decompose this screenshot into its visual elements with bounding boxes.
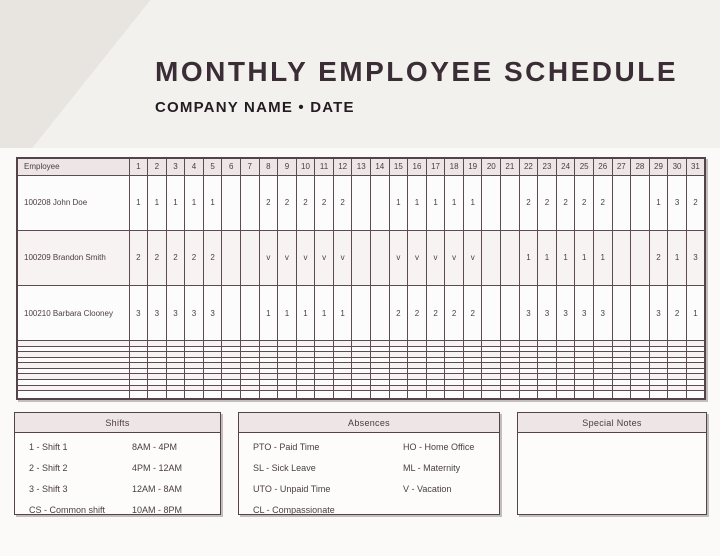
schedule-cell[interactable]: 1 — [445, 175, 464, 230]
schedule-cell[interactable] — [538, 391, 557, 399]
day-header: 2 — [148, 158, 167, 175]
schedule-cell[interactable]: 2 — [538, 175, 557, 230]
schedule-cell[interactable] — [408, 391, 427, 399]
schedule-cell[interactable]: 1 — [166, 175, 185, 230]
shift-legend-row — [15, 499, 220, 520]
schedule-cell[interactable]: 2 — [278, 175, 297, 230]
schedule-cell[interactable] — [148, 391, 167, 399]
title-block — [155, 56, 678, 116]
schedule-cell[interactable] — [445, 391, 464, 399]
table-row — [17, 230, 705, 285]
schedule-cell[interactable] — [612, 391, 631, 399]
schedule-cell[interactable]: v — [463, 230, 482, 285]
schedule-cell[interactable] — [240, 175, 259, 230]
day-header: 16 — [408, 158, 427, 175]
schedule-cell[interactable]: 2 — [426, 286, 445, 341]
shifts-title: Shifts — [15, 413, 220, 433]
header-band — [0, 0, 720, 148]
schedule-cell[interactable]: 3 — [148, 286, 167, 341]
day-header: 9 — [278, 158, 297, 175]
schedule-cell[interactable] — [556, 391, 575, 399]
day-header: 11 — [315, 158, 334, 175]
schedule-cell[interactable]: 1 — [278, 286, 297, 341]
day-header: 7 — [240, 158, 259, 175]
schedule-cell[interactable] — [222, 175, 241, 230]
day-header: 27 — [612, 158, 631, 175]
schedule-cell[interactable]: 2 — [463, 286, 482, 341]
schedule-cell[interactable]: 2 — [389, 286, 408, 341]
table-row — [17, 391, 705, 399]
absence-code-label: V - Vacation — [403, 483, 452, 494]
special-notes-area[interactable] — [518, 433, 706, 514]
schedule-cell[interactable]: 2 — [668, 286, 687, 341]
schedule-cell[interactable]: 3 — [129, 286, 148, 341]
schedule-cell[interactable] — [352, 286, 371, 341]
schedule-cell[interactable]: 1 — [259, 286, 278, 341]
day-header: 3 — [166, 158, 185, 175]
schedule-cell[interactable] — [352, 175, 371, 230]
schedule-cell[interactable] — [501, 286, 520, 341]
schedule-cell[interactable] — [482, 175, 501, 230]
company-name-date: COMPANY NAME • DATE — [155, 99, 355, 116]
schedule-cell[interactable]: 1 — [185, 175, 204, 230]
schedule-cell[interactable]: 3 — [185, 286, 204, 341]
schedule-cell[interactable] — [612, 286, 631, 341]
absences-title: Absences — [239, 413, 499, 433]
shift-legend-row — [15, 436, 220, 457]
schedule-cell[interactable] — [296, 391, 315, 399]
day-header: 4 — [185, 158, 204, 175]
absence-code-label: SL - Sick Leave — [253, 462, 316, 473]
schedule-cell[interactable]: v — [445, 230, 464, 285]
schedule-cell[interactable]: 2 — [185, 230, 204, 285]
schedule-cell[interactable]: 3 — [166, 286, 185, 341]
day-header: 25 — [575, 158, 594, 175]
absence-legend-row — [239, 499, 499, 520]
schedule-cell[interactable]: 1 — [538, 230, 557, 285]
schedule-cell[interactable] — [649, 391, 668, 399]
shifts-legend-box — [14, 412, 221, 515]
schedule-cell[interactable]: 3 — [649, 286, 668, 341]
schedule-cell[interactable]: 2 — [129, 230, 148, 285]
day-header: 22 — [519, 158, 538, 175]
schedule-cell[interactable] — [426, 391, 445, 399]
absence-code-label: ML - Maternity — [403, 462, 461, 473]
shift-legend-row — [15, 478, 220, 499]
employee-header: Employee — [17, 158, 129, 175]
day-header: 5 — [203, 158, 222, 175]
schedule-cell[interactable]: 2 — [686, 175, 705, 230]
schedule-cell[interactable]: 3 — [519, 286, 538, 341]
schedule-cell[interactable]: 2 — [333, 175, 352, 230]
schedule-cell[interactable] — [686, 391, 705, 399]
shift-time-label: 10AM - 8PM — [132, 504, 183, 515]
schedule-cell[interactable] — [240, 230, 259, 285]
schedule-cell[interactable] — [240, 391, 259, 399]
schedule-cell[interactable] — [222, 391, 241, 399]
schedule-cell[interactable] — [612, 175, 631, 230]
day-header: 18 — [445, 158, 464, 175]
schedule-cell[interactable] — [463, 391, 482, 399]
schedule-cell[interactable] — [631, 175, 650, 230]
schedule-cell[interactable] — [352, 230, 371, 285]
schedule-cell[interactable]: 2 — [556, 175, 575, 230]
schedule-cell[interactable]: 1 — [389, 175, 408, 230]
schedule-cell[interactable] — [352, 391, 371, 399]
employee-name-cell[interactable]: 100208 John Doe — [17, 175, 129, 230]
schedule-cell[interactable]: 1 — [203, 175, 222, 230]
day-header: 20 — [482, 158, 501, 175]
schedule-cell[interactable]: 2 — [259, 175, 278, 230]
schedule-cell[interactable]: 3 — [556, 286, 575, 341]
schedule-cell[interactable] — [315, 391, 334, 399]
schedule-cell[interactable] — [501, 391, 520, 399]
schedule-cell[interactable]: v — [296, 230, 315, 285]
schedule-cell[interactable] — [371, 286, 390, 341]
schedule-cell[interactable]: 1 — [575, 230, 594, 285]
schedule-cell[interactable]: 3 — [538, 286, 557, 341]
schedule-cell[interactable] — [371, 391, 390, 399]
shift-code-label: CS - Common shift — [29, 504, 106, 515]
schedule-cell[interactable] — [240, 286, 259, 341]
table-row — [17, 286, 705, 341]
day-header: 1 — [129, 158, 148, 175]
schedule-cell[interactable] — [482, 391, 501, 399]
schedule-cell[interactable]: 2 — [593, 175, 612, 230]
schedule-cell[interactable] — [501, 230, 520, 285]
schedule-cell[interactable]: 1 — [649, 175, 668, 230]
day-header: 10 — [296, 158, 315, 175]
shift-legend-row — [15, 457, 220, 478]
schedule-cell[interactable] — [389, 391, 408, 399]
schedule-cell[interactable]: v — [389, 230, 408, 285]
schedule-cell[interactable] — [519, 391, 538, 399]
page-title: MONTHLY EMPLOYEE SCHEDULE — [155, 56, 679, 87]
schedule-cell[interactable] — [333, 391, 352, 399]
schedule-cell[interactable]: 2 — [445, 286, 464, 341]
absence-code-label: PTO - Paid Time — [253, 441, 320, 452]
schedule-cell[interactable]: v — [278, 230, 297, 285]
employee-name-cell[interactable]: 100210 Barbara Clooney — [17, 286, 129, 341]
schedule-cell[interactable]: 2 — [315, 175, 334, 230]
schedule-cell[interactable] — [185, 391, 204, 399]
schedule-cell[interactable]: 2 — [519, 175, 538, 230]
schedule-cell[interactable] — [166, 391, 185, 399]
schedule-cell[interactable]: 1 — [129, 175, 148, 230]
schedule-cell[interactable] — [575, 391, 594, 399]
day-header: 23 — [538, 158, 557, 175]
schedule-cell[interactable]: 1 — [408, 175, 427, 230]
schedule-cell[interactable]: v — [408, 230, 427, 285]
schedule-cell[interactable]: 1 — [556, 230, 575, 285]
schedule-cell[interactable]: v — [259, 230, 278, 285]
schedule-cell[interactable]: v — [333, 230, 352, 285]
schedule-cell[interactable]: 3 — [668, 175, 687, 230]
absence-legend-row — [239, 457, 499, 478]
schedule-cell[interactable] — [278, 391, 297, 399]
employee-name-cell[interactable]: 100209 Brandon Smith — [17, 230, 129, 285]
absence-code-label: HO - Home Office — [403, 441, 475, 452]
schedule-cell[interactable] — [612, 230, 631, 285]
schedule-cell[interactable]: v — [426, 230, 445, 285]
shift-code-label: 2 - Shift 2 — [29, 462, 68, 473]
day-header: 21 — [501, 158, 520, 175]
day-header: 8 — [259, 158, 278, 175]
schedule-cell[interactable] — [668, 391, 687, 399]
day-header: 28 — [631, 158, 650, 175]
day-header: 19 — [463, 158, 482, 175]
schedule-cell[interactable]: 2 — [166, 230, 185, 285]
schedule-cell[interactable]: 1 — [463, 175, 482, 230]
day-header: 6 — [222, 158, 241, 175]
schedule-cell[interactable] — [631, 391, 650, 399]
schedule-cell[interactable]: 2 — [575, 175, 594, 230]
shift-code-label: 1 - Shift 1 — [29, 441, 68, 452]
schedule-cell[interactable]: 1 — [296, 286, 315, 341]
absence-code-label: UTO - Unpaid Time — [253, 483, 331, 494]
employee-name-cell[interactable] — [17, 391, 129, 399]
absence-legend-row — [239, 478, 499, 499]
schedule-cell[interactable] — [501, 175, 520, 230]
shift-time-label: 12AM - 8AM — [132, 483, 183, 494]
schedule-cell[interactable]: 1 — [426, 175, 445, 230]
schedule-cell[interactable]: 2 — [203, 230, 222, 285]
schedule-cell[interactable]: 1 — [668, 230, 687, 285]
schedule-cell[interactable] — [222, 286, 241, 341]
schedule-cell[interactable]: 3 — [203, 286, 222, 341]
schedule-cell[interactable] — [631, 230, 650, 285]
schedule-table — [16, 157, 706, 400]
day-header: 29 — [649, 158, 668, 175]
schedule-cell[interactable]: 3 — [686, 230, 705, 285]
schedule-cell[interactable] — [371, 230, 390, 285]
schedule-cell[interactable] — [631, 286, 650, 341]
shift-code-label: 3 - Shift 3 — [29, 483, 68, 494]
special-notes-box — [517, 412, 707, 515]
schedule-cell[interactable]: 2 — [296, 175, 315, 230]
table-row — [17, 175, 705, 230]
day-header: 14 — [371, 158, 390, 175]
schedule-cell[interactable]: 1 — [686, 286, 705, 341]
schedule-cell[interactable] — [593, 391, 612, 399]
day-header: 13 — [352, 158, 371, 175]
day-header: 17 — [426, 158, 445, 175]
schedule-cell[interactable]: 1 — [148, 175, 167, 230]
schedule-cell[interactable]: 1 — [519, 230, 538, 285]
day-header: 31 — [686, 158, 705, 175]
absences-legend-box — [238, 412, 500, 515]
schedule-cell[interactable] — [222, 230, 241, 285]
absence-code-label: CL - Compassionate — [253, 504, 335, 515]
day-header: 26 — [593, 158, 612, 175]
shift-time-label: 8AM - 4PM — [132, 441, 178, 452]
schedule-cell[interactable] — [203, 391, 222, 399]
schedule-cell[interactable] — [371, 175, 390, 230]
schedule-cell[interactable]: v — [315, 230, 334, 285]
schedule-cell[interactable]: 1 — [315, 286, 334, 341]
schedule-cell[interactable] — [259, 391, 278, 399]
schedule-cell[interactable]: 2 — [408, 286, 427, 341]
shift-time-label: 4PM - 12AM — [132, 462, 183, 473]
schedule-cell[interactable]: 3 — [575, 286, 594, 341]
schedule-cell[interactable]: 2 — [649, 230, 668, 285]
day-header: 30 — [668, 158, 687, 175]
day-header: 12 — [333, 158, 352, 175]
schedule-cell[interactable]: 1 — [333, 286, 352, 341]
absence-legend-row — [239, 436, 499, 457]
schedule-cell[interactable] — [482, 230, 501, 285]
day-header: 24 — [556, 158, 575, 175]
schedule-cell[interactable] — [129, 391, 148, 399]
schedule-cell[interactable]: 3 — [593, 286, 612, 341]
schedule-cell[interactable]: 1 — [593, 230, 612, 285]
schedule-cell[interactable] — [482, 286, 501, 341]
day-header: 15 — [389, 158, 408, 175]
special-notes-title: Special Notes — [518, 413, 706, 433]
schedule-cell[interactable]: 2 — [148, 230, 167, 285]
